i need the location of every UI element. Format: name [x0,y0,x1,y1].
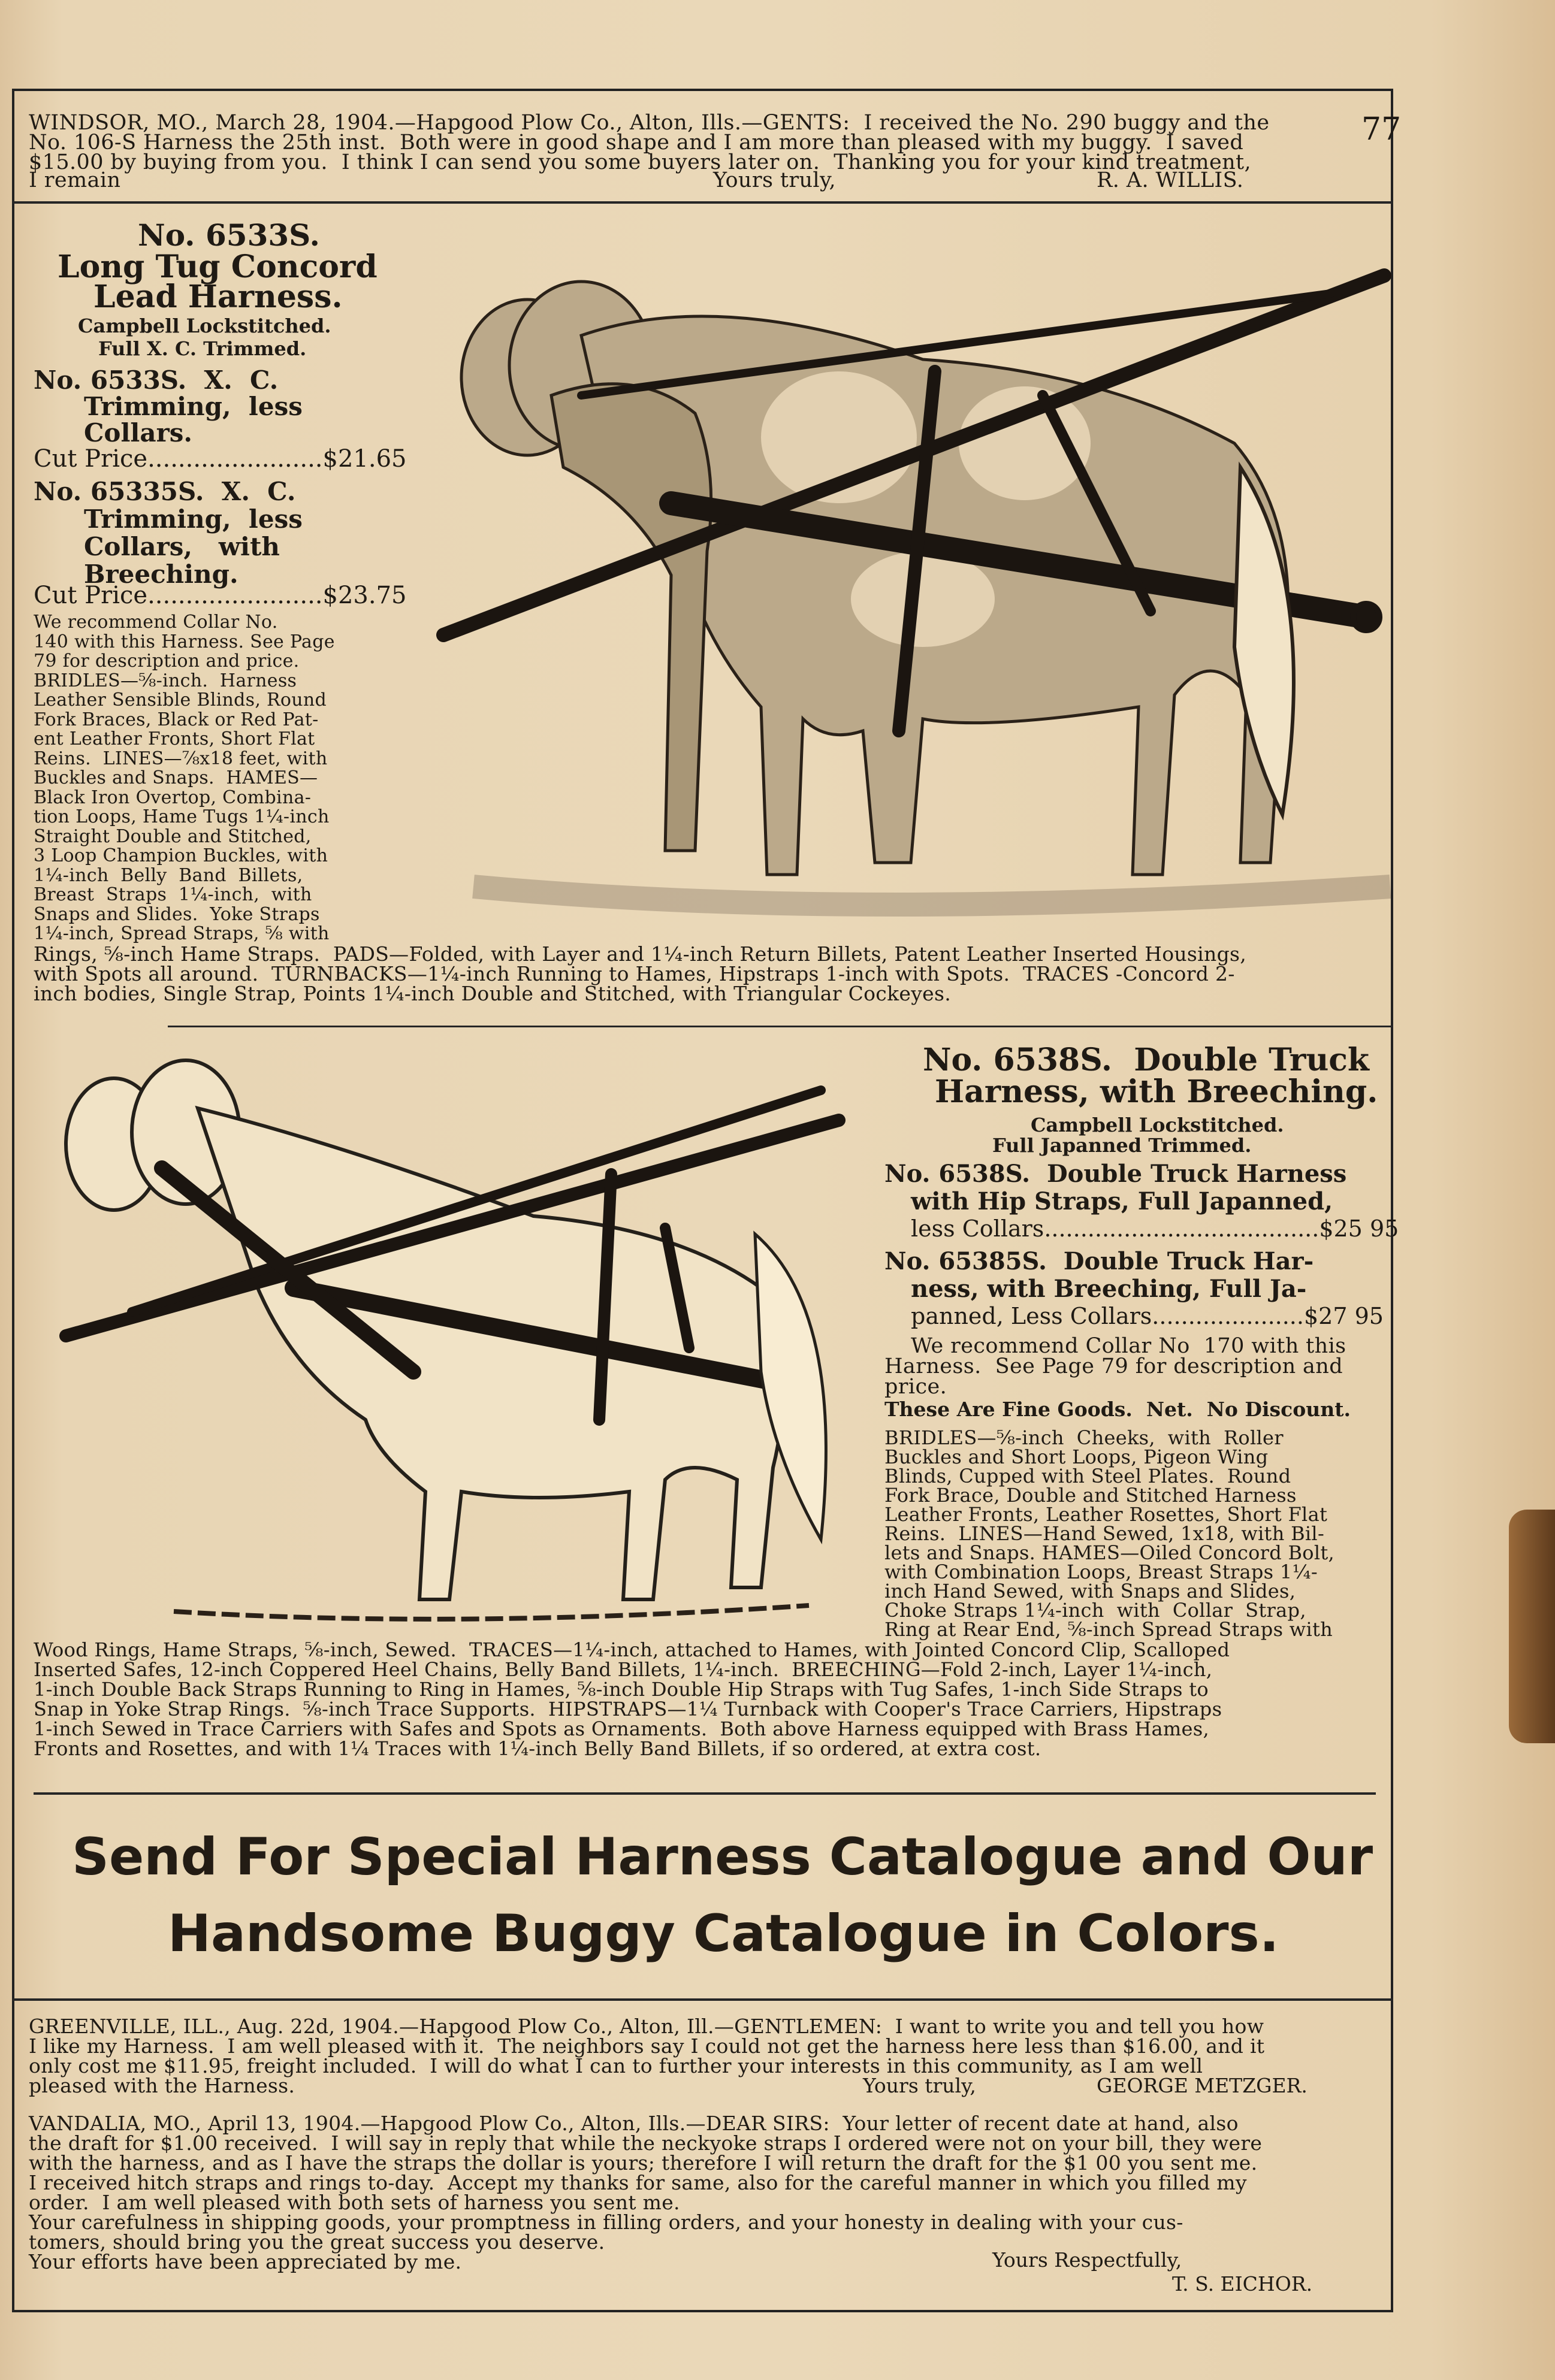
text-line: Buckles and Short Loops, Pigeon Wing [884,1445,1269,1468]
option-line: No. 65385S. Double Truck Har- [884,1247,1314,1275]
text-line: Buckles and Snaps. HAMES— [34,767,318,788]
text-line: Reins. LINES—Hand Sewed, 1x18, with Bil- [884,1522,1325,1545]
product-title: Lead Harness. [93,279,343,315]
product-subtitle: Campbell Lockstitched. [1031,1114,1284,1136]
text-line: I received hitch straps and rings to-day. Accept my thanks for same, also for the careful manner in which you filled my [29,2171,1247,2194]
price: $21.65 [322,445,407,473]
product-title: No. 6538S. Double Truck [923,1042,1369,1078]
option-line: Breeching. [84,560,238,589]
banner-line: Send For Special Harness Catalogue and Our [72,1827,1373,1887]
text-line: Straight Double and Stitched, [34,825,312,847]
ground-lines [174,1605,809,1619]
letter-line: $15.00 by buying from you. I think I can send you some buyers later on. Thanking you for your kind treatment, [29,150,1252,174]
text-line: 1-inch Sewed in Trace Carriers with Safes and Spots as Ornaments. Both above Harness equipped with Brass Hames, [34,1717,1209,1740]
text-line: Fork Braces, Black or Red Pat- [34,709,319,730]
divider [12,201,1393,204]
text-line: only cost me $11.95, freight included. I will do what I can to further your interests in this community, as I am well [29,2054,1203,2077]
text-line: inch bodies, Single Strap, Points 1¼-inch Double and Stitched, with Triangular Cockeyes. [34,982,952,1005]
text-line: Wood Rings, Hame Straps, ⅝-inch, Sewed. TRACES—1¼-inch, attached to Hames, with Jointed Concord Clip, Scalloped [34,1638,1230,1661]
letter-closing: Yours Respectfully, [992,2248,1182,2272]
text-line: Rings, ⅝-inch Hame Straps. PADS—Folded, with Layer and 1¼-inch Return Billets, Patent Leather Inserted Housings, [34,942,1247,966]
binding-tab [1509,1510,1555,1743]
text-line: lets and Snaps. HAMES—Oiled Concord Bolt, [884,1541,1335,1564]
text-line: Fronts and Rosettes, and with 1¼ Traces with 1¼-inch Belly Band Billets, if so ordered, at extra cost. [34,1737,1041,1760]
text-line: Leather Sensible Blinds, Round [34,689,327,710]
horse-body-rear [551,384,711,851]
recommend-line: Harness. See Page 79 for description and [884,1354,1343,1378]
text-line: Blinds, Cupped with Steel Plates. Round [884,1465,1291,1487]
text-line: 79 for description and price. [34,651,300,672]
letter-signature: R. A. WILLIS. [1097,168,1244,192]
text-line: GREENVILLE, ILL., Aug. 22d, 1904.—Hapgood Plow Co., Alton, Ill.—GENTLEMEN: I want to write you and tell you how [29,2015,1264,2038]
letter-line: No. 106-S Harness the 25th inst. Both were in good shape and I am more than pleased with my buggy. I saved [29,131,1244,155]
price: $27 95 [1303,1303,1384,1329]
price-label: Cut Price.......................$21.65 [34,445,407,473]
text-line: 1¼-inch Belly Band Billets, [34,864,303,886]
price: $25 95 [1319,1215,1399,1242]
text-line: BRIDLES—⅝-inch. Harness [34,670,297,691]
letter-signature: T. S. EICHOR. [1172,2272,1313,2296]
text-line: order. I am well pleased with both sets of harness you sent me. [29,2191,680,2214]
text-line: Fork Brace, Double and Stitched Harness [884,1484,1297,1507]
text-line: Inserted Safes, 12-inch Coppered Heel Chains, Belly Band Billets, 1¼-inch. BREECHING—Fold 2-inch, Layer 1¼-inch, [34,1658,1213,1681]
price-label: panned, Less Collars.....................$27 95 [911,1303,1384,1329]
page-number: 77 [1361,111,1402,147]
divider [12,1998,1393,2001]
letter-line: I remain [29,168,121,192]
text-line: Snaps and Slides. Yoke Straps [34,903,320,925]
option-line: Trimming, less [84,392,303,421]
text-line: ent Leather Fronts, Short Flat [34,728,315,749]
text-line: the draft for $1.00 received. I will say in reply that while the neckyoke straps I ordered were not on your bill, they were [29,2131,1263,2155]
text-line: Breast Straps 1¼-inch, with [34,884,312,905]
ground-shadow [473,887,1390,905]
option-line: ness, with Breeching, Full Ja- [911,1275,1307,1303]
price-label: less Collars......................................$25 95 [911,1215,1399,1242]
text-line: Your carefulness in shipping goods, your promptness in filling orders, and your honesty in dealing with your cus- [29,2210,1183,2234]
text-line: tion Loops, Hame Tugs 1¼-inch [34,806,330,827]
letter-signature: GEORGE METZGER. [1097,2074,1308,2097]
text-line: 3 Loop Champion Buckles, with [34,845,328,866]
horse-body [198,1108,783,1599]
text-line: Choke Straps 1¼-inch with Collar Strap, [884,1599,1306,1622]
price-label: Cut Price.......................$23.75 [34,582,407,609]
product-title: Long Tug Concord [58,249,378,285]
text-line: 1¼-inch, Spread Straps, ⅝ with [34,923,330,944]
text-line: with the harness, and as I have the straps the dollar is yours; therefore I will return the draft for the $1 00 you sent me. [29,2151,1258,2175]
lead-harness-illustration [384,216,1402,935]
letter-closing: Yours truly, [713,168,837,192]
divider [34,1792,1376,1795]
text-line: Ring at Rear End, ⅝-inch Spread Straps with [884,1618,1333,1641]
option-line: Collars. [84,418,192,447]
text-line: VANDALIA, MO., April 13, 1904.—Hapgood Plow Co., Alton, Ills.—DEAR SIRS: Your letter of recent date at hand, also [29,2112,1239,2135]
text-line: Leather Fronts, Leather Rosettes, Short Flat [884,1503,1328,1526]
text-line: with Spots all around. TURNBACKS—1¼-inch Running to Hames, Hipstraps 1-inch with Spots. TRACES -Concord 2- [34,962,1235,985]
product-title: Harness, with Breeching. [935,1073,1378,1110]
text-line: Reins. LINES—⅞x18 feet, with [34,748,328,769]
product-subtitle: Full X. C. Trimmed. [98,337,307,360]
text-line: pleased with the Harness. [29,2074,295,2097]
product-subtitle: Campbell Lockstitched. [78,314,331,337]
letter-closing: Yours truly, [863,2074,976,2097]
banner-line: Handsome Buggy Catalogue in Colors. [168,1904,1279,1964]
text-line: I like my Harness. I am well pleased with it. The neighbors say I could not get the harness here less than $16.00, and it [29,2034,1265,2058]
price: $23.75 [322,582,407,609]
text-line: Black Iron Overtop, Combina- [34,787,312,808]
option-line: Trimming, less [84,504,303,534]
text-line: with Combination Loops, Breast Straps 1¼- [884,1561,1318,1583]
option-line: No. 65335S. X. C. [34,477,296,506]
text-line: inch Hand Sewed, with Snaps and Slides, [884,1580,1296,1602]
double-truck-illustration [42,1036,881,1635]
recommend-line: price. [884,1375,947,1399]
recommend-line: We recommend Collar No 170 with this [911,1334,1346,1358]
option-line: No. 6533S. X. C. [34,365,279,395]
text-line: BRIDLES—⅝-inch Cheeks, with Roller [884,1426,1284,1449]
divider [168,1026,1393,1027]
option-line: No. 6538S. Double Truck Harness [884,1160,1347,1188]
product-subtitle: Full Japanned Trimmed. [992,1134,1252,1157]
text-line: Your efforts have been appreciated by me. [29,2250,462,2273]
product-number: No. 6533S. [138,217,320,253]
text-line: tomers, should bring you the great success you deserve. [29,2230,605,2254]
option-line: Collars, with [84,532,280,561]
text-line: 1-inch Double Back Straps Running to Ring in Hames, ⅝-inch Double Hip Straps with Tug Safes, 1-inch Side Straps to [34,1678,1209,1701]
option-line: with Hip Straps, Full Japanned, [911,1187,1333,1215]
text-line: We recommend Collar No. [34,612,278,633]
notice-line: These Are Fine Goods. Net. No Discount. [884,1398,1351,1421]
text-line: Snap in Yoke Strap Rings. ⅝-inch Trace Supports. HIPSTRAPS—1¼ Turnback with Cooper's Trace Carriers, Hipstraps [34,1698,1222,1720]
text-line: 140 with this Harness. See Page [34,631,335,652]
letter-line: WINDSOR, MO., March 28, 1904.—Hapgood Plow Co., Alton, Ills.—GENTS: I received the No. 290 buggy and the [29,111,1270,135]
